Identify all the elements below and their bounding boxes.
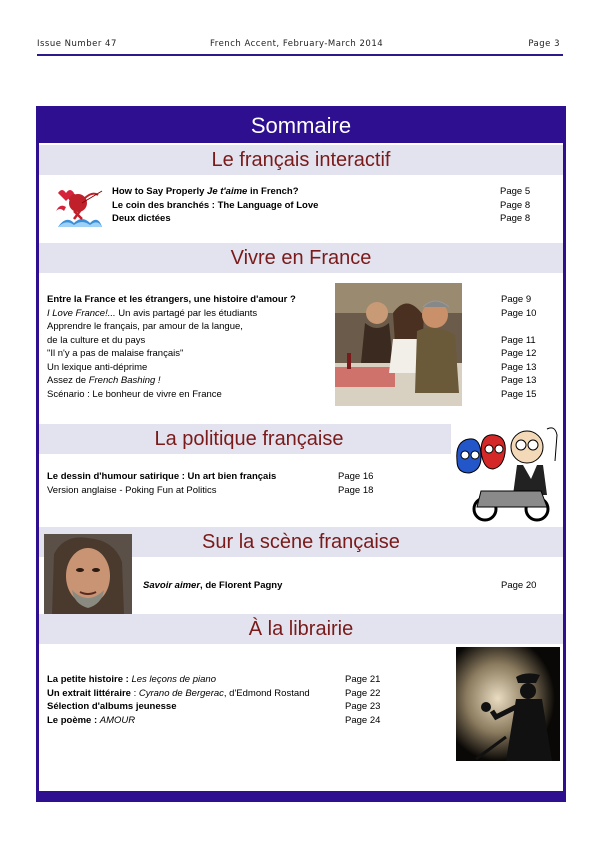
frame-footer-bar [39,791,563,799]
cyrano-silhouette-photo [456,647,560,761]
page-number: Page 3 [528,39,560,49]
toc-entry[interactable]: Entre la France et les étrangers, une histoire d'amour ? [47,294,296,305]
toc-entry[interactable]: I Love France!... Un avis partagé par les étudiants [47,307,258,319]
toc-page: Page 24 [345,714,381,726]
toc-page: Page 12 [501,348,537,359]
cupid-illustration [52,185,104,229]
section-heading-politique: La politique française [39,424,459,454]
toc-entry[interactable]: Un lexique anti-déprime [47,361,148,373]
florent-pagny-photo [44,534,132,614]
toc-entry[interactable]: Scénario : Le bonheur de vivre en France [47,388,222,400]
toc-page: Page 13 [501,375,537,386]
running-header [37,39,563,53]
toc-entry[interactable]: Un extrait littéraire : Cyrano de Bergerac, d'Edmond Rostand [47,687,310,699]
toc-page: Page 5 [500,186,531,197]
toc-entry[interactable]: Le dessin d'humour satirique : Un art bien français [47,471,277,482]
toc-entry[interactable]: How to Say Properly Je t'aime in French? [112,186,299,197]
toc-page: Page 23 [345,701,381,712]
section-heading-scene: Sur la scène française [39,527,563,557]
toc-entry[interactable]: Savoir aimer, de Florent Pagny [143,580,283,591]
toc-page: Page 11 [501,334,536,346]
toc-entry[interactable]: La petite histoire : Les leçons de piano [47,674,216,685]
toc-page: Page 20 [501,580,537,591]
issue-number: Issue Number 47 [37,39,117,49]
toc-page: Page 16 [338,471,374,482]
toc-entry[interactable]: "Il n'y a pas de malaise français" [47,348,184,359]
publication-title: French Accent, February-March 2014 [210,39,384,49]
toc-page: Page 8 [500,213,531,224]
restaurant-couple-photo [335,283,462,406]
toc-entry[interactable]: Version anglaise - Poking Fun at Politics [47,485,217,496]
toc-page: Page 13 [501,361,537,373]
page-title: Sommaire [39,109,563,143]
toc-page: Page 22 [345,687,381,699]
section-heading-vivre: Vivre en France [39,243,563,273]
political-cartoon [451,421,561,525]
section-heading-interactif: Le français interactif [39,145,563,175]
toc-page: Page 21 [345,674,381,685]
toc-entry[interactable]: Apprendre le français, par amour de la langue, [47,321,243,332]
toc-entry[interactable]: Le coin des branchés : The Language of Love [112,199,319,211]
toc-entry[interactable]: Assez de French Bashing ! [47,375,161,386]
toc-page: Page 18 [338,485,374,496]
toc-page: Page 10 [501,307,537,319]
toc-entry[interactable]: Le poème : AMOUR [47,714,136,726]
toc-entry[interactable]: Sélection d'albums jeunesse [47,701,177,712]
toc-page: Page 8 [500,199,531,211]
contents-frame [36,106,566,802]
toc-page: Page 9 [501,294,532,305]
header-rule [37,54,563,56]
toc-entry[interactable]: de la culture et du pays [47,334,146,346]
toc-page: Page 15 [501,388,537,400]
section-heading-librairie: À la librairie [39,614,563,644]
toc-entry[interactable]: Deux dictées [112,213,171,224]
